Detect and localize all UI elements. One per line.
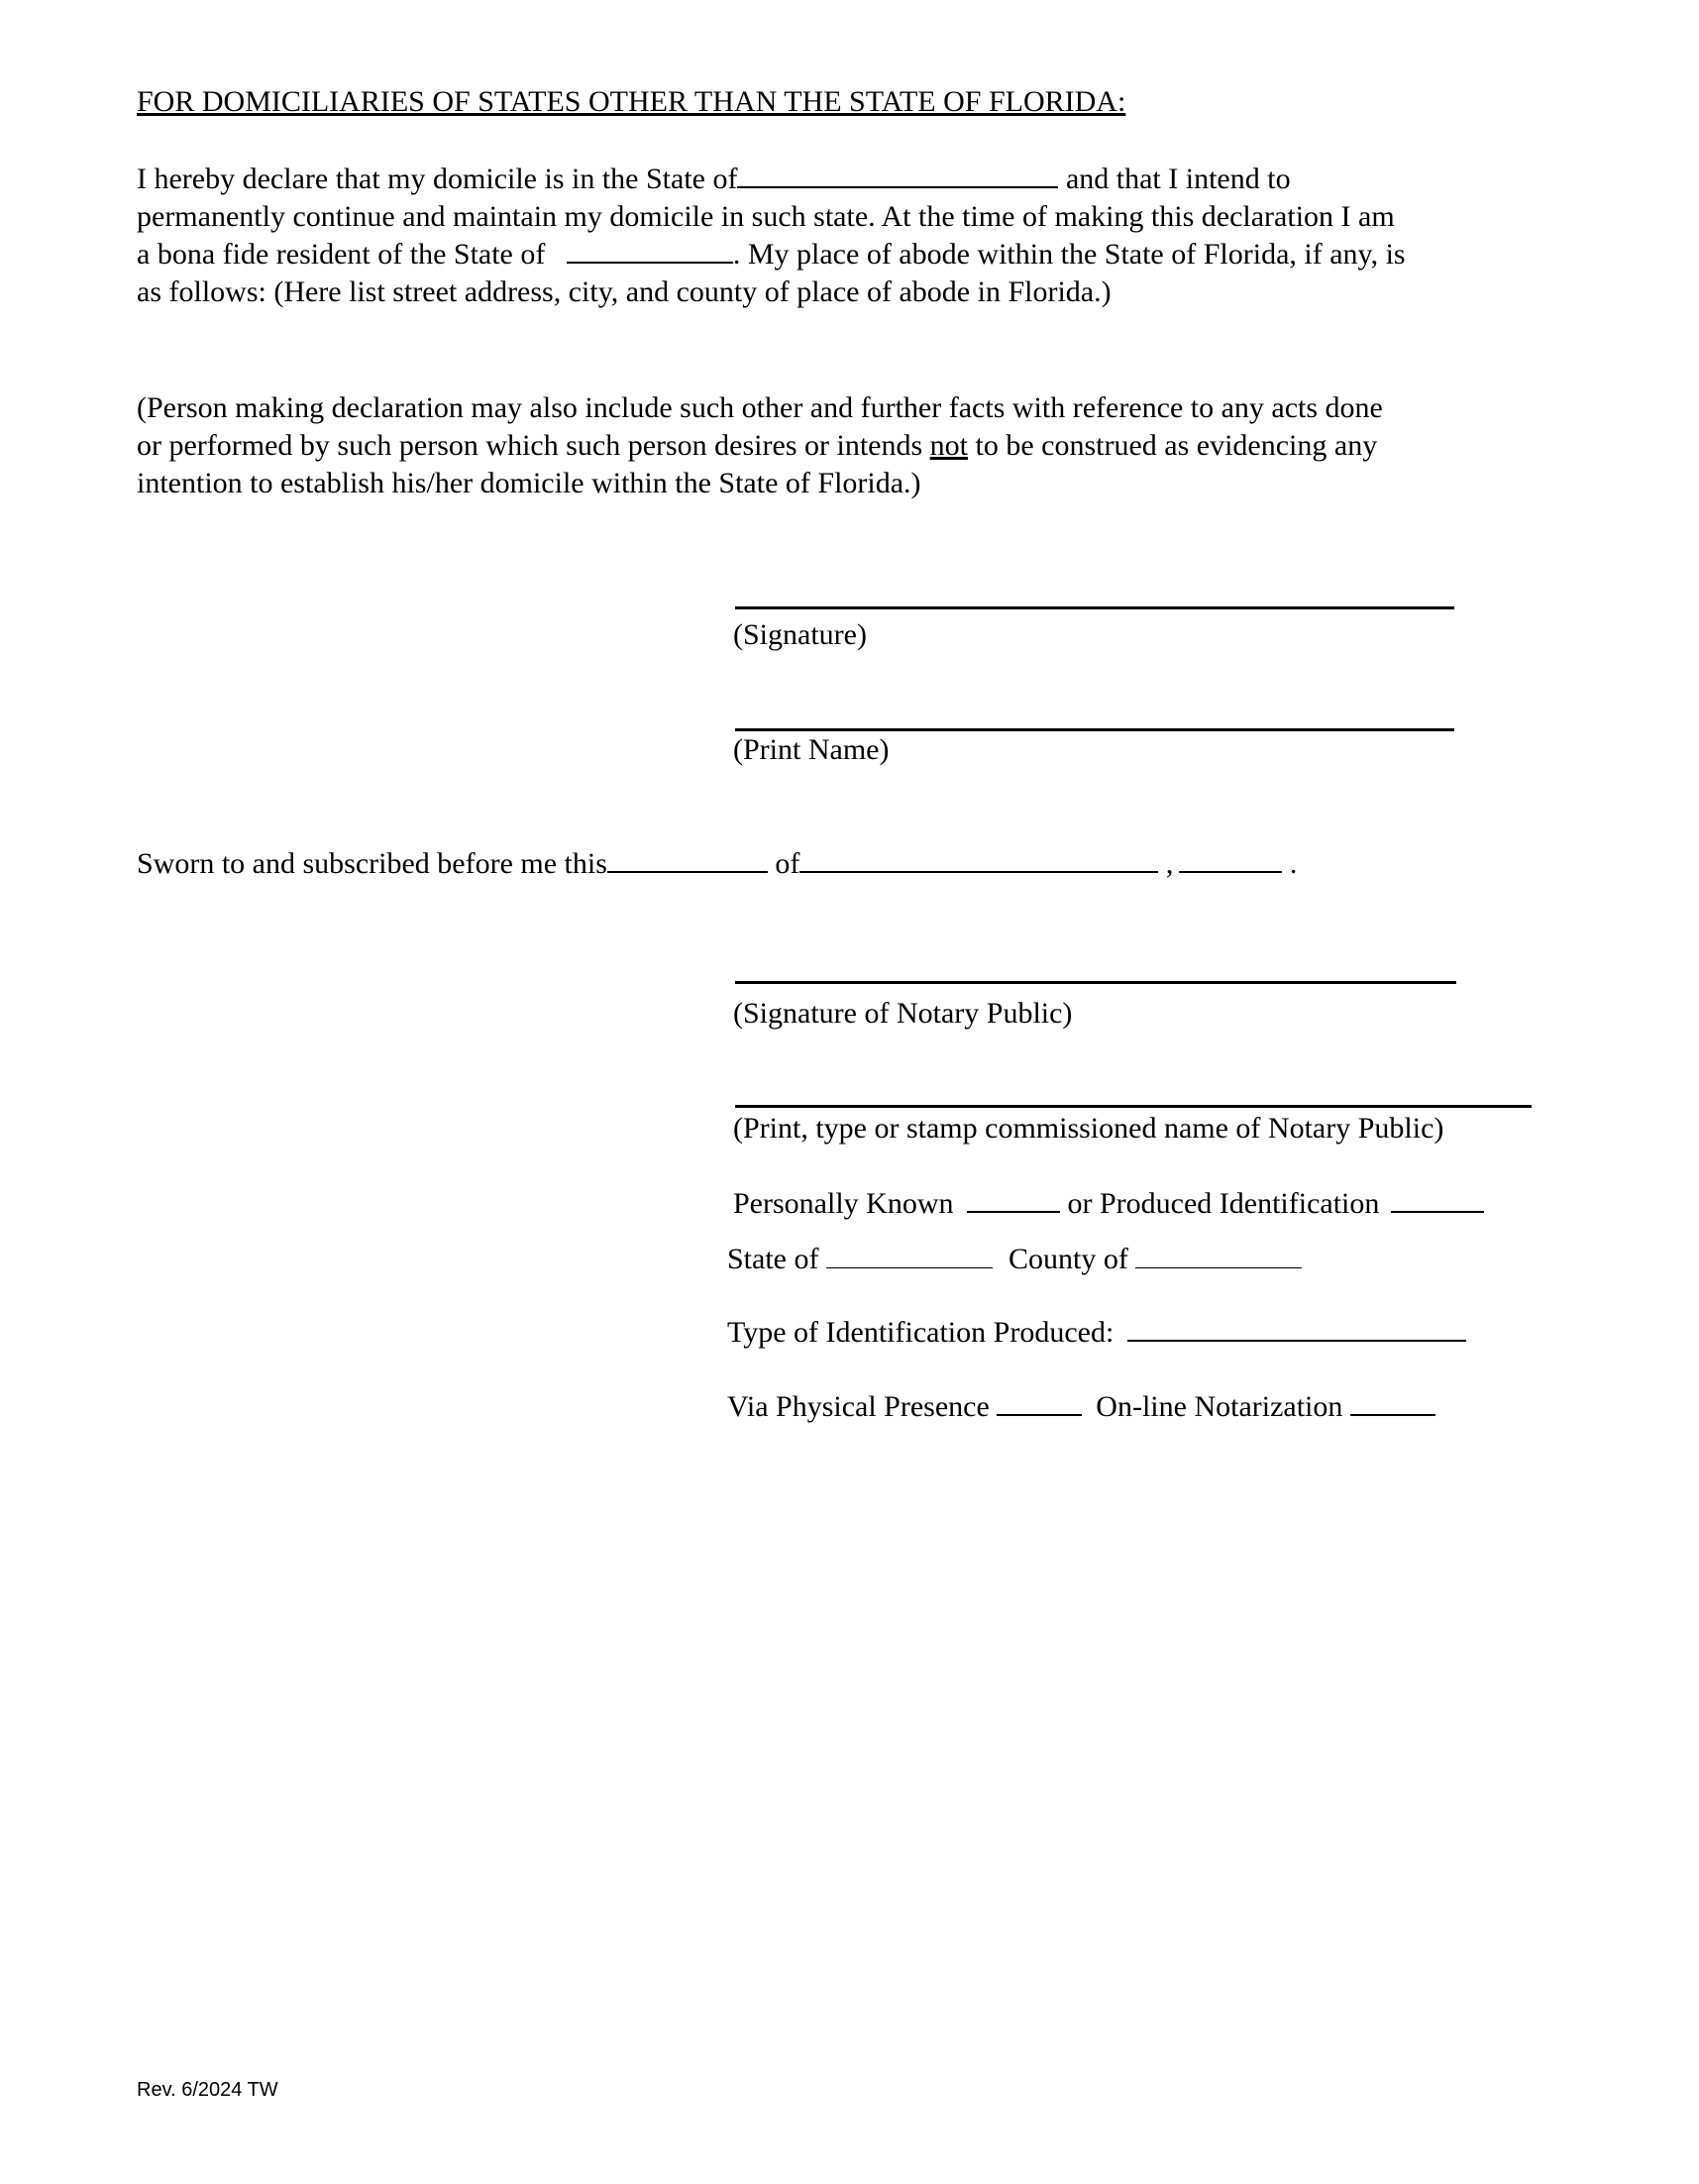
identification-row [733,1187,1484,1221]
state-of-field[interactable] [826,1244,993,1268]
produced-identification-field[interactable] [1391,1187,1484,1213]
sworn-statement [137,847,1297,881]
print-name-line[interactable] [735,728,1454,731]
personally-known-label: Personally Known [733,1187,961,1220]
notary-signature-line[interactable] [735,981,1456,984]
domicile-state-field[interactable] [737,161,1058,188]
note-text: to be construed as evidencing any [967,429,1378,462]
declaration-text: I hereby declare that my domicile is in the State of [137,163,738,195]
sworn-text: Sworn to and subscribed before me this [137,847,607,880]
produced-identification-label: or Produced Identification [1059,1187,1387,1220]
page-title: FOR DOMICILIARIES OF STATES OTHER THAN THE STATE OF FLORIDA: [137,85,1126,118]
note-emphasis: not [929,429,968,462]
resident-state-field[interactable] [567,236,733,264]
sworn-month-field[interactable] [799,847,1158,873]
state-of-label: State of [727,1243,826,1275]
declaration-text: a bona fide resident of the State of [137,238,553,271]
physical-presence-field[interactable] [997,1390,1082,1416]
signature-label: (Signature) [733,618,867,651]
id-type-row [727,1316,1466,1350]
declaration-text: and that I intend to [1058,163,1291,195]
signature-line[interactable] [735,606,1454,609]
declaration-line-4: as follows: (Here list street address, city, and county of place of abode in Florida.) [137,275,1112,308]
id-type-field[interactable] [1127,1326,1466,1342]
notary-signature-label: (Signature of Notary Public) [733,997,1073,1030]
sworn-text: of [767,847,800,880]
note-paragraph [137,389,1563,502]
declaration-line-3 [137,236,1563,273]
sworn-year-field[interactable] [1179,847,1282,873]
notary-name-line[interactable] [735,1105,1532,1108]
notarization-method-row [727,1390,1435,1424]
revision-footer: Rev. 6/2024 TW [137,2079,278,2101]
sworn-text: , [1158,847,1174,880]
notary-name-label: (Print, type or stamp commissioned name of Notary Public) [733,1112,1444,1145]
note-text: or performed by such person which such person desires or intends [137,429,930,462]
sworn-day-field[interactable] [607,847,768,873]
county-of-field[interactable] [1135,1244,1302,1268]
declaration-text: . My place of abode within the State of Florida, if any, is [732,238,1406,271]
print-name-label: (Print Name) [733,733,890,766]
personally-known-field[interactable] [967,1187,1060,1213]
note-line-3: intention to establish his/her domicile within the State of Florida.) [137,467,921,499]
online-notarization-field[interactable] [1350,1390,1435,1416]
county-of-label: County of [1008,1243,1136,1275]
declaration-line-1 [137,161,1563,198]
note-line-1: (Person making declaration may also include such other and further facts with reference to any acts done [137,391,1383,424]
id-type-label: Type of Identification Produced: [727,1316,1121,1349]
sworn-text: . [1282,847,1298,880]
physical-presence-label: Via Physical Presence [727,1390,998,1423]
state-county-row [727,1243,1302,1276]
online-notarization-label: On-line Notarization [1096,1390,1350,1423]
declaration-paragraph [137,161,1563,311]
declaration-line-2: permanently continue and maintain my domicile in such state. At the time of making this declaration I am [137,200,1395,233]
note-line-2 [137,427,1563,465]
